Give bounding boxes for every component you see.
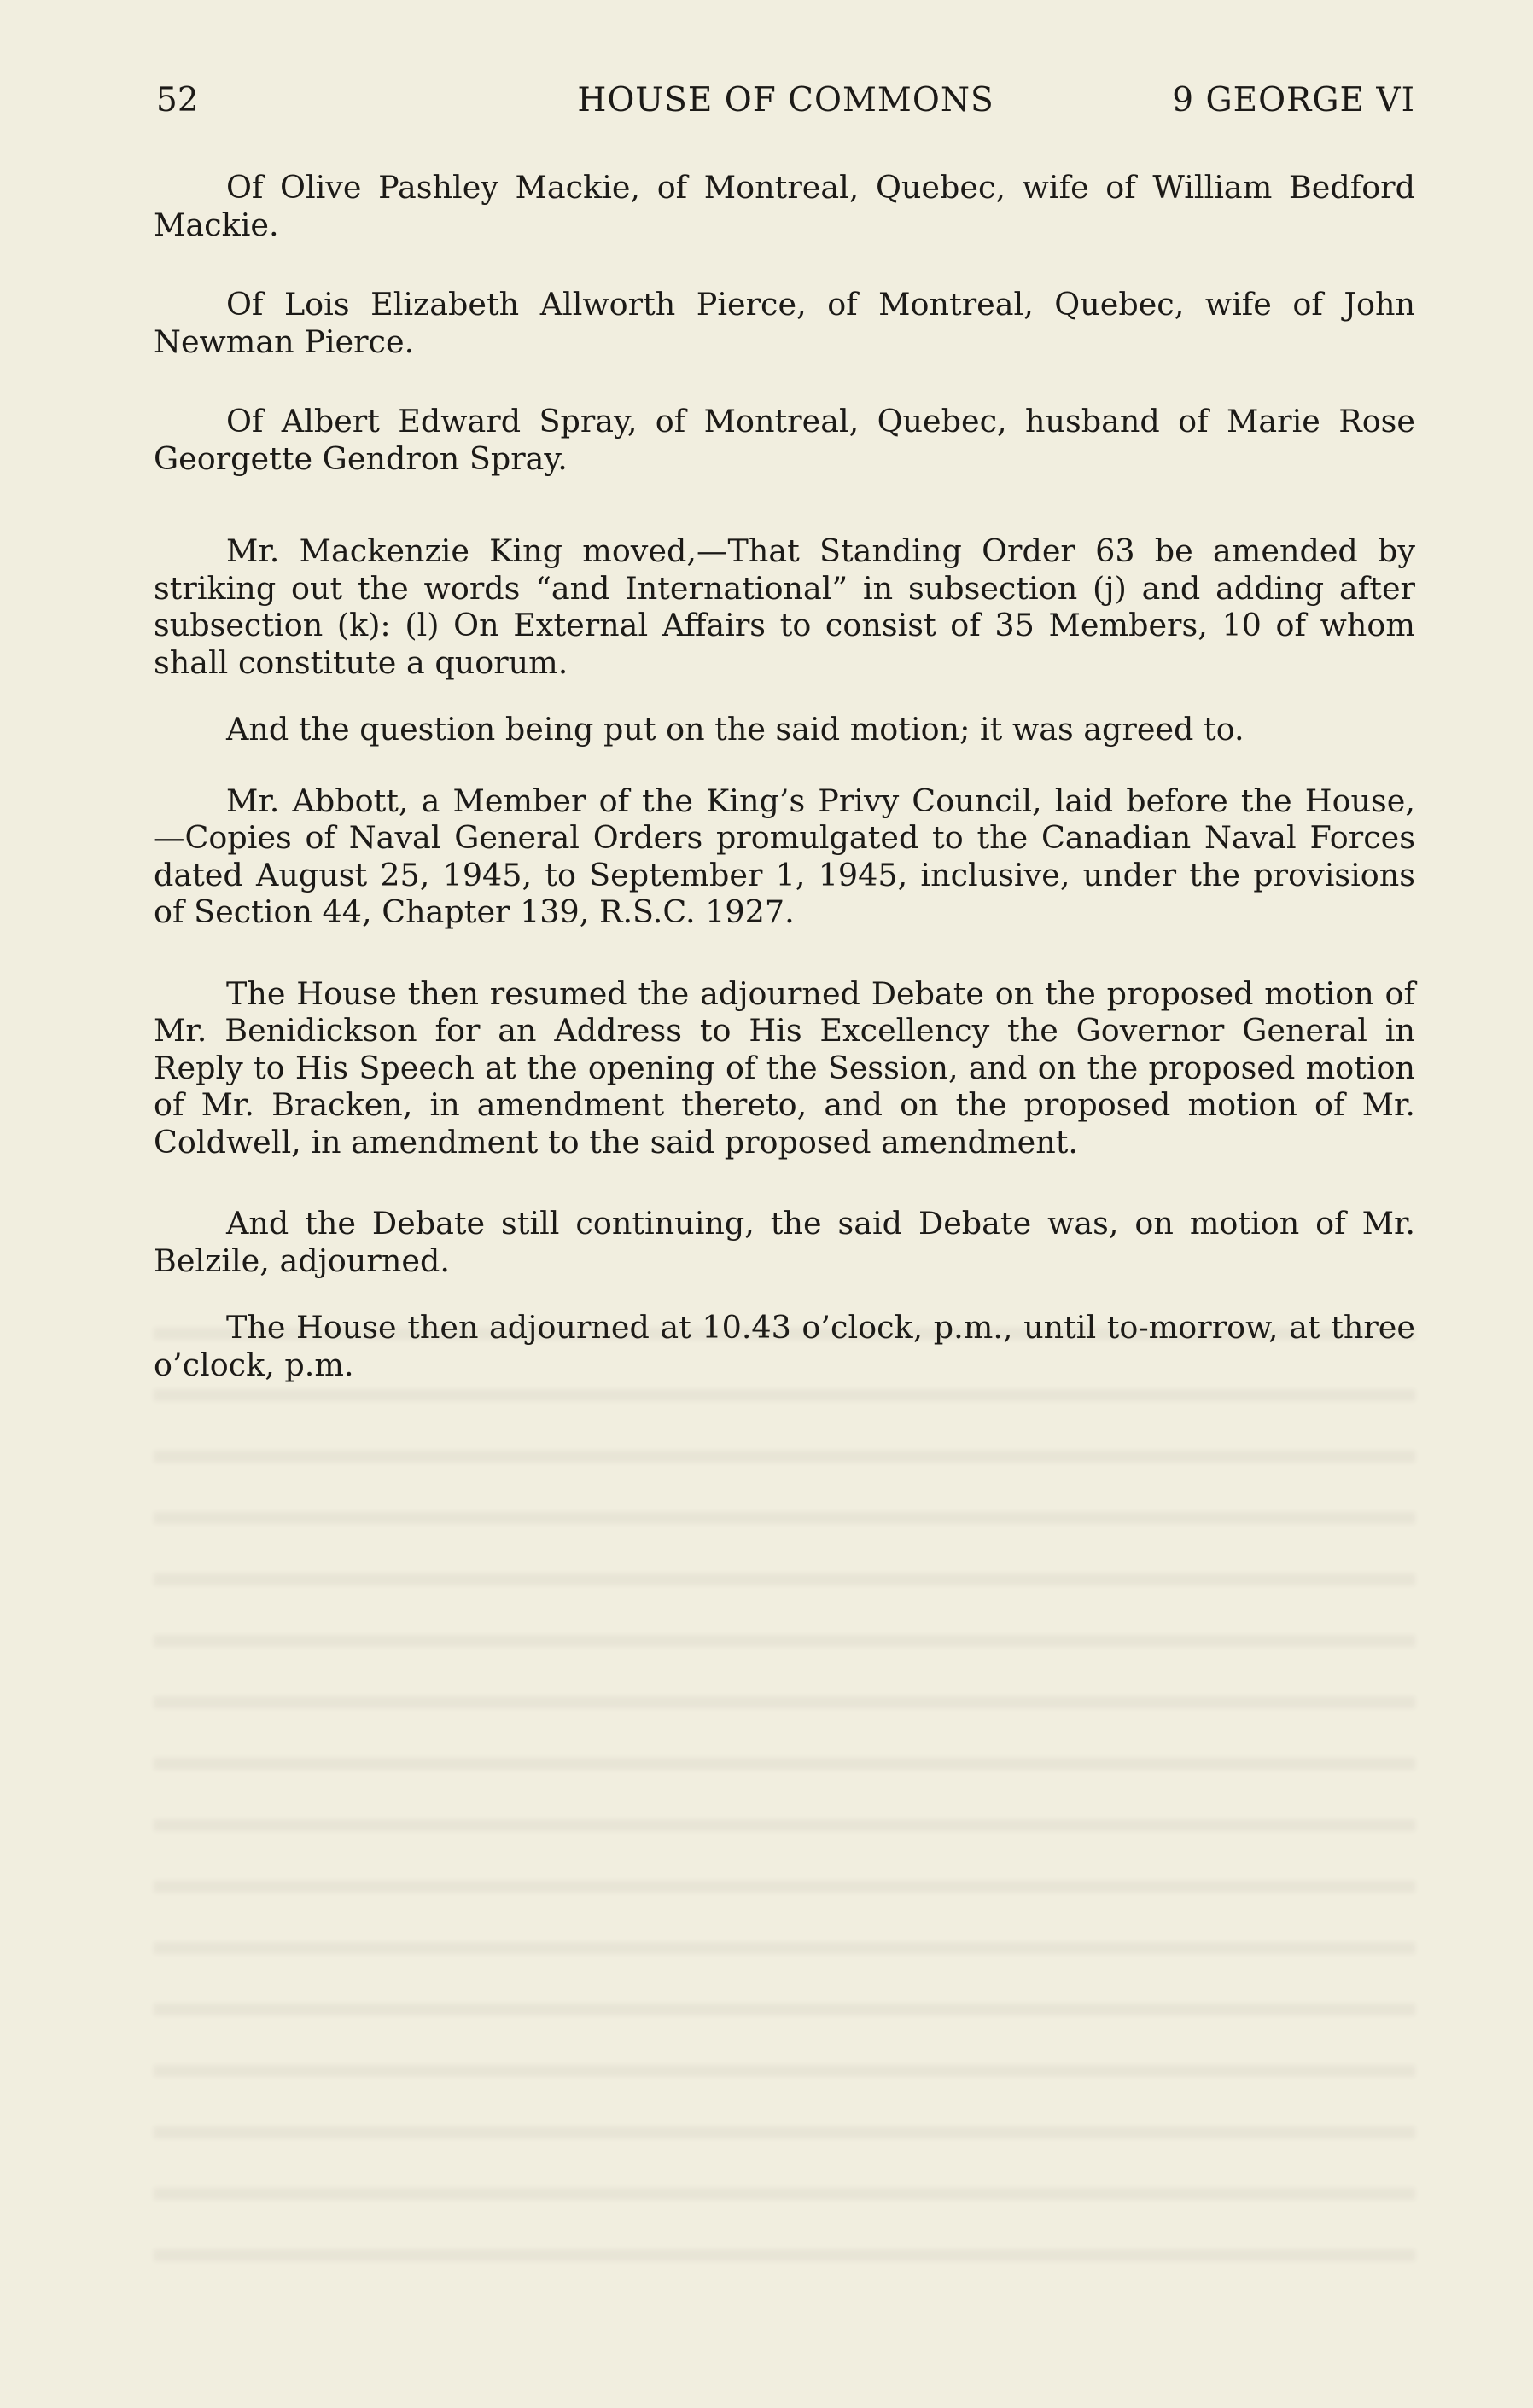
house-adjourned: The House then adjourned at 10.43 o’clock, p.m., until to-morrow, at three o’clock, p.m. [154, 1309, 1415, 1383]
petition-list [154, 169, 1415, 477]
naval-orders-tabled: Mr. Abbott, a Member of the King’s Privy Council, laid before the House, —Copies of Naval General Orders promulgated to the Canadian Naval Forces dated August 25, 1945, to September 1, 1945, inclusive, under the provisions of Section 44, Chapter 139, R.S.C. 1927. [154, 782, 1415, 930]
debate-adjourned: And the Debate still continuing, the said Debate was, on motion of Mr. Belzile, adjourned. [154, 1205, 1415, 1279]
petition-item: Of Albert Edward Spray, of Montreal, Quebec, husband of Marie Rose Georgette Gendron Spray. [154, 403, 1415, 477]
journal-body [154, 169, 1415, 1383]
petition-item: Of Lois Elizabeth Allworth Pierce, of Montreal, Quebec, wife of John Newman Pierce. [154, 286, 1415, 360]
address-debate-resumed: The House then resumed the adjourned Debate on the proposed motion of Mr. Benidickson for an Address to His Excellency the Governor General in Reply to His Speech at the opening of the Session, and on the proposed motion of Mr. Bracken, in amendment thereto, and on the proposed motion of Mr. Coldwell, in amendment to the said proposed amendment. [154, 974, 1415, 1160]
bleed-through-texture [154, 1280, 1415, 2261]
standing-order-motion: Mr. Mackenzie King moved,—That Standing Order 63 be amended by striking out the words “and International” in subsection (j) and adding after subsection (k): (l) On External Affairs to consist of 35 Members, 10 of whom shall constitute a quorum. [154, 532, 1415, 681]
petition-item: Of Olive Pashley Mackie, of Montreal, Quebec, wife of William Bedford Mackie. [154, 169, 1415, 243]
regnal-year: 9 GEORGE VI [1172, 81, 1415, 119]
page-title: HOUSE OF COMMONS [577, 81, 994, 119]
running-head [156, 75, 1415, 126]
page-number: 52 [156, 81, 199, 119]
motion-agreed: And the question being put on the said motion; it was agreed to. [226, 711, 1244, 747]
